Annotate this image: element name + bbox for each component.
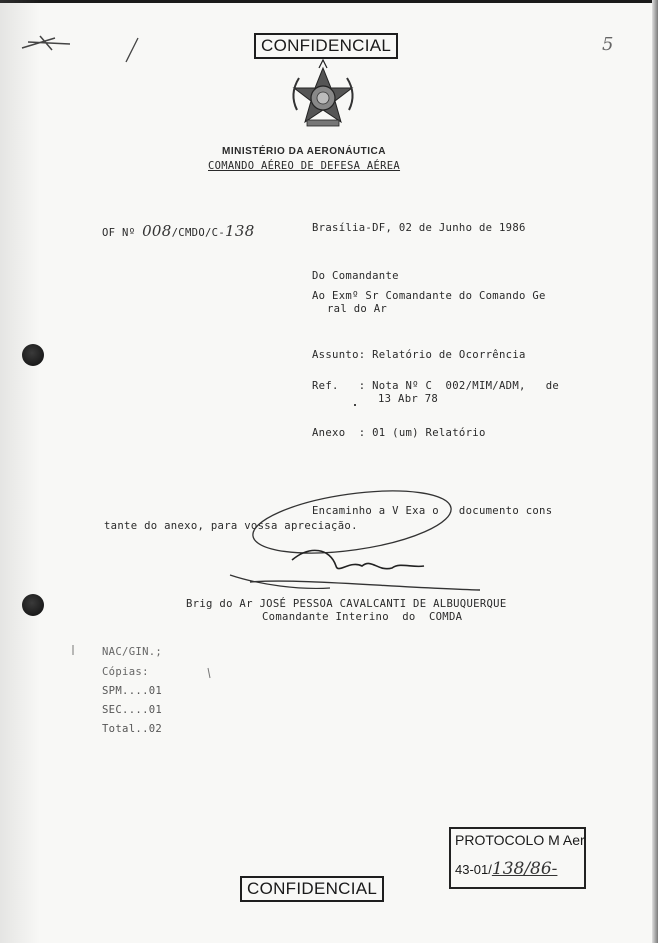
ref-number: 008 — [142, 222, 172, 240]
corner-scribble — [22, 36, 70, 50]
protocol-number-prefix: 43-01/ — [455, 862, 492, 877]
ref-line-2: 13 Abr 78 — [378, 393, 439, 405]
command-heading: COMANDO AÉREO DE DEFESA AÉREA — [208, 160, 401, 172]
ref-unit: /CMDO/C- — [171, 227, 226, 239]
to-line-1: Ao Exmº Sr Comandante do Comando Ge — [312, 290, 546, 302]
slash-mark — [126, 38, 138, 62]
confidential-stamp-bottom: CONFIDENCIAL — [240, 876, 384, 902]
body-line-1: Encaminho a V Exa o documento cons — [312, 505, 553, 517]
protocol-number-hand: 138/86- — [491, 859, 558, 879]
distribution-line-3: SPM....01 — [102, 685, 163, 697]
protocol-title: PROTOCOLO M Aer — [455, 832, 585, 848]
reference-line — [102, 222, 255, 240]
signatory-title: Comandante Interino do COMDA — [262, 611, 463, 623]
signature-flourish — [250, 581, 480, 590]
body-line-2: tante do anexo, para vossa apreciação. — [104, 520, 358, 532]
punch-hole-top — [22, 344, 44, 366]
annex-line: Anexo : 01 (um) Relatório — [312, 427, 486, 439]
distribution-line-5: Total..02 — [102, 723, 163, 735]
confidential-stamp-top: CONFIDENCIAL — [254, 33, 398, 59]
corner-number: 5 — [602, 34, 614, 55]
ref-line-1: Ref. : Nota Nº C 002/MIM/ADM, de — [312, 380, 560, 392]
place-date: Brasília-DF, 02 de Junho de 1986 — [312, 222, 526, 234]
punch-hole-bottom — [22, 594, 44, 616]
from-line: Do Comandante — [312, 270, 399, 282]
to-line-2: ral do Ar — [327, 303, 388, 315]
distribution-line-1: NAC/GIN.; — [102, 646, 163, 658]
ministry-heading: MINISTÉRIO DA AERONÁUTICA — [222, 146, 386, 157]
distribution-line-4: SEC....01 — [102, 704, 163, 716]
ref-prefix: OF Nº — [102, 227, 136, 239]
signatory-name: Brig do Ar JOSÉ PESSOA CAVALCANTI DE ALBUQUERQUE — [186, 598, 507, 610]
national-emblem-icon — [293, 60, 352, 126]
protocol-number — [455, 859, 557, 879]
subject-line: Assunto: Relatório de Ocorrência — [312, 349, 526, 361]
distribution-line-2: Cópias: — [102, 666, 149, 678]
ref-suffix: 138 — [225, 222, 255, 240]
